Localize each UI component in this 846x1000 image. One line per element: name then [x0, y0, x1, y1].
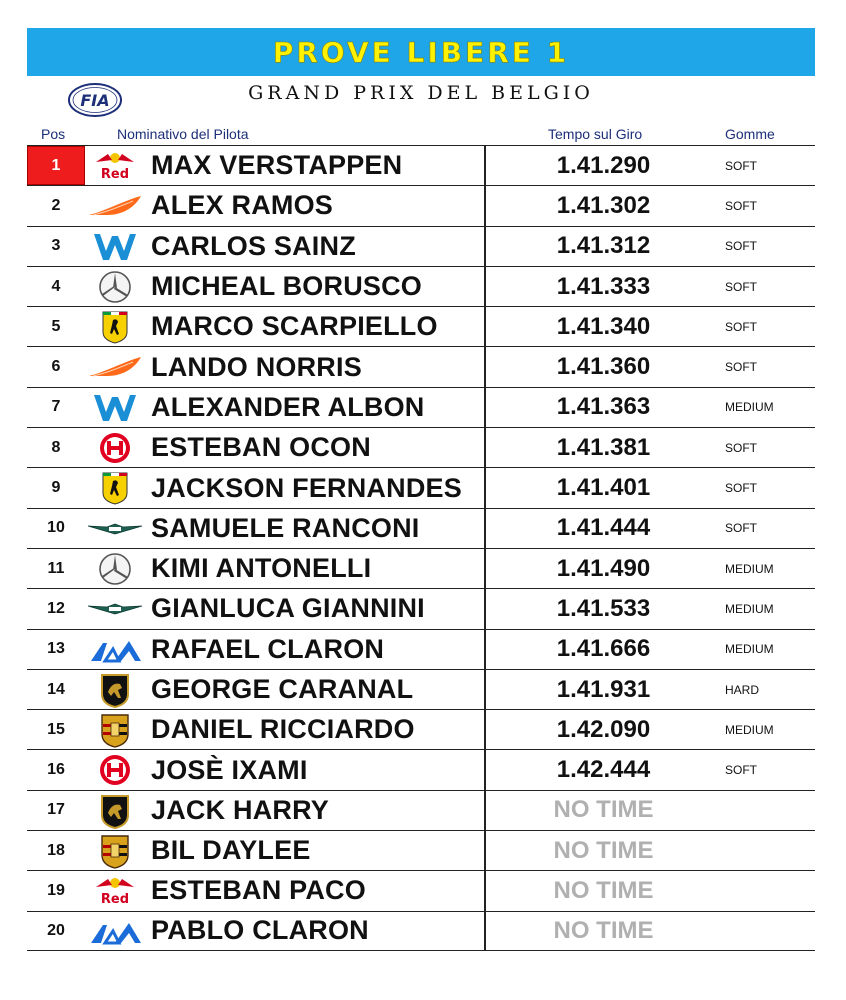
table-row	[27, 226, 815, 266]
subheader	[27, 78, 815, 122]
position-cell: 17	[47, 801, 65, 819]
position-cell: 1	[27, 146, 85, 185]
driver-name: ESTEBAN OCON	[151, 432, 371, 463]
driver-name: RAFAEL CLARON	[151, 633, 385, 664]
mercedes-logo-icon	[87, 270, 143, 304]
tyre-compound: SOFT	[725, 279, 757, 294]
tyre-compound: MEDIUM	[725, 722, 774, 737]
table-row	[27, 790, 815, 830]
tyre-compound: MEDIUM	[725, 400, 774, 415]
lap-time: NO TIME	[553, 796, 654, 824]
driver-name: SAMUELE RANCONI	[151, 512, 420, 543]
table-row	[27, 346, 815, 386]
svg-text:Red: Red	[100, 167, 130, 182]
lap-time: 1.41.333	[556, 272, 651, 300]
position-cell: 8	[51, 438, 61, 456]
driver-name: GIANLUCA GIANNINI	[151, 593, 425, 624]
lap-time: 1.41.533	[556, 594, 651, 622]
ferrari-logo-icon	[87, 471, 143, 505]
mclaren-logo-icon	[87, 350, 143, 384]
grand-prix-title: GRAND PRIX DEL BELGIO	[248, 82, 594, 104]
table-row	[27, 709, 815, 749]
haas-logo-icon	[87, 431, 143, 465]
lap-time: 1.41.931	[556, 675, 651, 703]
driver-name: MAX VERSTAPPEN	[151, 150, 403, 181]
williams-logo-icon	[87, 391, 143, 425]
porsche-logo-icon	[87, 834, 143, 868]
title-banner	[27, 28, 815, 76]
table-row	[27, 306, 815, 346]
position-cell: 5	[51, 317, 61, 335]
tyre-compound: MEDIUM	[725, 601, 774, 616]
driver-name: ALEX RAMOS	[151, 190, 334, 221]
table-row	[27, 830, 815, 870]
table-row	[27, 911, 815, 951]
lap-time: NO TIME	[553, 836, 654, 864]
results-table	[27, 145, 815, 951]
driver-name: GEORGE CARANAL	[151, 674, 414, 704]
table-row	[27, 467, 815, 507]
table-row	[27, 185, 815, 225]
tyre-compound: SOFT	[725, 239, 757, 254]
position-cell: 18	[47, 841, 65, 859]
lap-time: 1.41.340	[556, 312, 651, 340]
position-cell: 3	[51, 237, 61, 255]
position-cell: 7	[51, 398, 61, 416]
lap-time: 1.41.302	[556, 191, 651, 219]
tyre-compound: SOFT	[725, 440, 757, 455]
table-row	[27, 548, 815, 588]
driver-name: BIL DAYLEE	[151, 835, 311, 866]
red-bull-logo-icon	[87, 149, 143, 183]
table-row	[27, 669, 815, 709]
lap-time: 1.41.312	[556, 232, 651, 260]
tyre-compound: SOFT	[725, 521, 757, 536]
table-row	[27, 145, 815, 185]
position-cell: 14	[47, 680, 65, 698]
tyre-compound: SOFT	[725, 198, 757, 213]
position-cell: 10	[47, 519, 65, 537]
lap-time: 1.41.401	[556, 474, 651, 502]
lap-time: 1.41.666	[556, 635, 651, 663]
table-row	[27, 387, 815, 427]
driver-name: JACKSON FERNANDES	[151, 472, 462, 503]
lap-time: 1.41.381	[556, 433, 651, 461]
lap-time: 1.41.490	[556, 554, 651, 582]
lap-time: 1.41.360	[556, 353, 651, 381]
col-header-tyre: Gomme	[725, 126, 775, 142]
position-cell: 12	[47, 599, 65, 617]
lap-time: 1.42.444	[556, 756, 651, 784]
col-header-driver: Nominativo del Pilota	[117, 126, 249, 142]
driver-name: KIMI ANTONELLI	[151, 553, 372, 584]
position-cell: 6	[51, 358, 61, 376]
driver-name: JOSÈ IXAMI	[151, 754, 308, 785]
driver-name: CARLOS SAINZ	[151, 230, 356, 261]
tyre-compound: MEDIUM	[725, 561, 774, 576]
position-cell: 16	[47, 761, 65, 779]
driver-name: MARCO SCARPIELLO	[151, 311, 438, 342]
position-cell: 9	[51, 479, 61, 497]
lap-time: 1.41.363	[556, 393, 651, 421]
position-cell: 20	[47, 921, 65, 939]
driver-name: ESTEBAN PACO	[151, 875, 366, 906]
tyre-compound: SOFT	[725, 481, 757, 496]
ferrari-logo-icon	[87, 310, 143, 344]
position-cell: 19	[47, 881, 65, 899]
tyre-compound: SOFT	[725, 319, 757, 334]
position-cell: 11	[47, 559, 65, 577]
driver-name: DANIEL RICCIARDO	[151, 714, 415, 745]
tyre-compound: MEDIUM	[725, 642, 774, 657]
driver-name: LANDO NORRIS	[151, 351, 362, 382]
position-cell: 4	[51, 277, 61, 295]
porsche-logo-icon	[87, 713, 143, 747]
aston-martin-logo-icon	[87, 512, 143, 546]
williams-logo-icon	[87, 230, 143, 264]
red-bull-logo-icon	[87, 874, 143, 908]
table-row	[27, 870, 815, 910]
tyre-compound: SOFT	[725, 763, 757, 778]
position-cell: 15	[47, 720, 65, 738]
lamborghini-logo-icon	[87, 794, 143, 828]
mclaren-logo-icon	[87, 189, 143, 223]
column-headers	[27, 124, 815, 146]
driver-name: PABLO CLARON	[151, 915, 369, 946]
table-row	[27, 508, 815, 548]
table-row	[27, 629, 815, 669]
position-cell: 2	[51, 196, 61, 214]
table-row	[27, 749, 815, 789]
page-title: PROVE LIBERE 1	[272, 35, 570, 69]
driver-name: MICHEAL BORUSCO	[151, 271, 423, 302]
lap-time: NO TIME	[553, 916, 654, 944]
lap-time: 1.41.290	[556, 151, 651, 179]
haas-logo-icon	[87, 753, 143, 787]
tyre-compound: HARD	[725, 682, 760, 697]
aston-martin-logo-icon	[87, 592, 143, 626]
lap-time: 1.41.444	[556, 514, 651, 542]
svg-text:Red: Red	[100, 892, 130, 908]
svg-text:FIA: FIA	[80, 91, 110, 110]
driver-name: JACK HARRY	[151, 794, 330, 825]
alpine-logo-icon	[87, 915, 143, 949]
alpine-logo-icon	[87, 633, 143, 667]
lap-time: 1.42.090	[556, 715, 651, 743]
lamborghini-logo-icon	[87, 673, 143, 707]
col-header-pos: Pos	[41, 126, 66, 142]
position-cell: 13	[47, 640, 65, 658]
col-header-time: Tempo sul Giro	[548, 126, 643, 142]
table-row	[27, 588, 815, 628]
mercedes-logo-icon	[87, 552, 143, 586]
table-row	[27, 266, 815, 306]
driver-name: ALEXANDER ALBON	[151, 391, 425, 422]
tyre-compound: SOFT	[725, 360, 757, 375]
table-row	[27, 427, 815, 467]
tyre-compound: SOFT	[725, 158, 757, 173]
lap-time: NO TIME	[553, 876, 654, 904]
